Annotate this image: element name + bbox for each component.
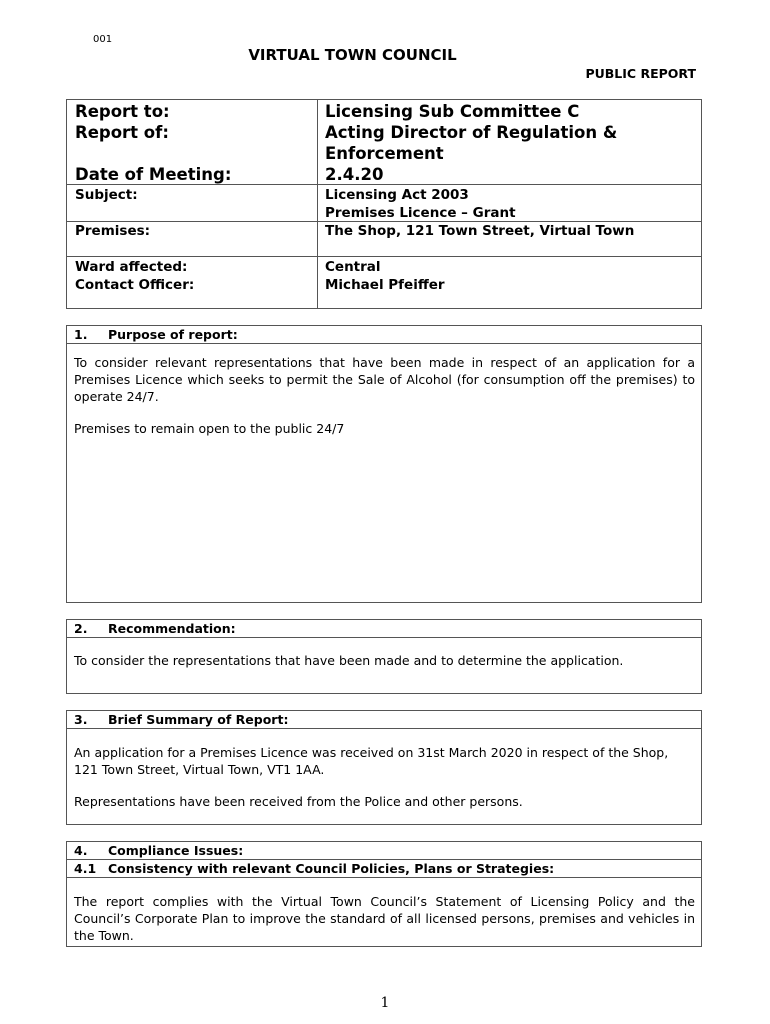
report-to-value: Licensing Sub Committee C — [325, 102, 580, 121]
date-of-meeting-value: 2.4.20 — [325, 165, 384, 184]
section-title: Compliance Issues: — [108, 843, 244, 858]
contact-label: Contact Officer: — [75, 277, 195, 293]
report-of-label: Report of: — [75, 123, 169, 142]
doc-number: 001 — [93, 34, 113, 45]
section-title: Purpose of report: — [108, 327, 238, 342]
table-column-divider — [317, 100, 318, 308]
section-title: Recommendation: — [108, 621, 236, 636]
section-number: 2. — [74, 621, 88, 636]
section-title: Brief Summary of Report: — [108, 712, 289, 727]
section-number: 1. — [74, 327, 88, 342]
subsection-title: Consistency with relevant Council Policies, Plans or Strategies: — [108, 861, 555, 876]
public-report-label: PUBLIC REPORT — [585, 66, 696, 81]
subsection-number: 4.1 — [74, 861, 97, 876]
section-header — [67, 842, 701, 859]
paragraph: To consider relevant representations that have been made in respect of an application for a Premises Licence which seeks to permit the Sale of Alcohol (for consumption off the premises) to operate 24/7. — [74, 355, 695, 404]
subject-line-1: Licensing Act 2003 — [325, 187, 469, 203]
report-of-value: Acting Director of Regulation & Enforcement — [325, 123, 618, 163]
paragraph: Premises to remain open to the public 24/7 — [74, 421, 345, 436]
section-recommendation — [66, 619, 702, 694]
paragraph: To consider the representations that have been made and to determine the application. — [74, 653, 624, 668]
section-compliance — [66, 841, 702, 947]
subject-value — [325, 186, 695, 222]
ward-value: Central — [325, 259, 381, 275]
subsection-header — [67, 859, 701, 878]
report-to-label: Report to: — [75, 102, 170, 121]
date-of-meeting-label: Date of Meeting: — [75, 165, 232, 184]
page-number: 1 — [380, 995, 390, 1011]
section-number: 3. — [74, 712, 88, 727]
ward-label: Ward affected: — [75, 259, 188, 275]
section-summary — [66, 710, 702, 825]
paragraph: The report complies with the Virtual Town Council’s Statement of Licensing Policy and the Council’s Corporate Plan to improve the standard of all licensed persons, premises and vehicles in the Town. — [74, 894, 695, 943]
premises-value: The Shop, 121 Town Street, Virtual Town — [325, 223, 635, 239]
premises-label: Premises: — [75, 223, 151, 239]
contact-value: Michael Pfeiffer — [325, 277, 445, 293]
paragraph: An application for a Premises Licence was received on 31st March 2020 in respect of the Shop, 121 Town Street, Virtual Town, VT1 1AA. — [74, 745, 669, 777]
section-header — [67, 711, 701, 729]
subject-label: Subject: — [75, 187, 138, 203]
section-purpose — [66, 325, 702, 603]
section-number: 4. — [74, 843, 88, 858]
report-info-table — [66, 99, 702, 309]
paragraph: Representations have been received from the Police and other persons. — [74, 794, 523, 809]
section-header — [67, 326, 701, 344]
section-header — [67, 620, 701, 638]
council-title: VIRTUAL TOWN COUNCIL — [248, 46, 457, 64]
table-divider — [67, 184, 701, 185]
subject-line-2: Premises Licence – Grant — [325, 205, 516, 221]
table-divider — [67, 256, 701, 257]
